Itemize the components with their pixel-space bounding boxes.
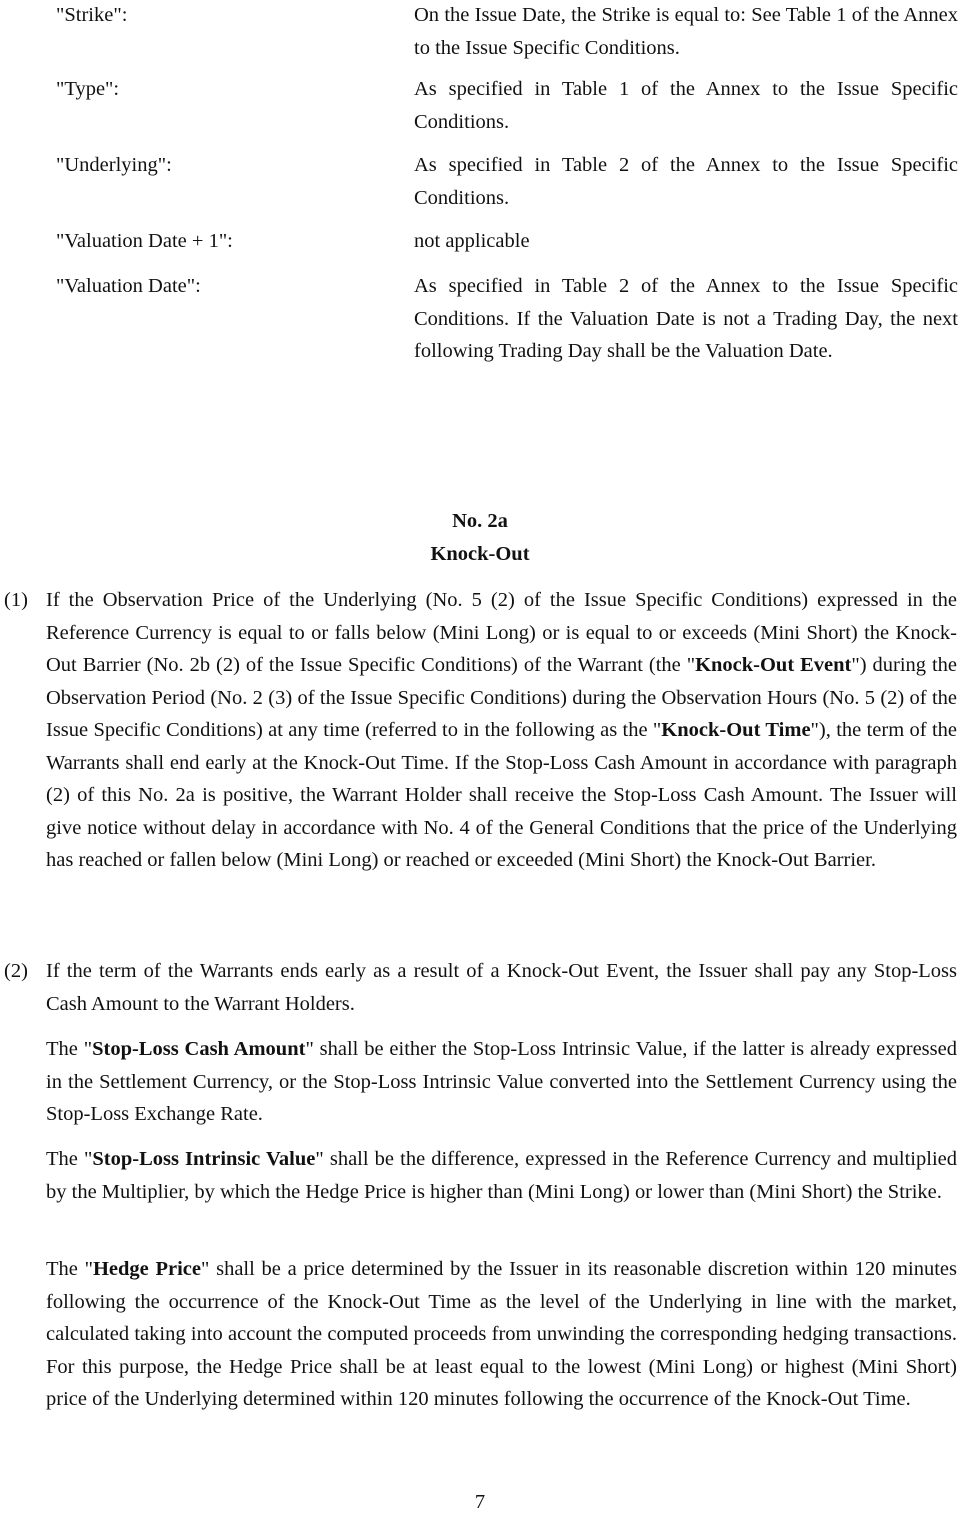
paragraph-2: If the term of the Warrants ends early as a result of a Knock-Out Event, the Issuer shall pay any Stop-Loss Cash Amount to the Warrant Holders. <box>46 960 957 1015</box>
term-stop-loss-intrinsic-value: Stop-Loss Intrinsic Value <box>92 1148 316 1170</box>
term-hedge-price: Hedge Price <box>92 1258 202 1280</box>
paragraph-hedge-price <box>46 1253 957 1416</box>
paragraph-3-text-b: " shall be either the Stop-Loss Intrinsic Value, if the latter is already expressed in the Settlement Currency, or the Stop-Loss Intrinsic Value converted into the Settlement Currency using the Stop-Loss Exchange Rate. <box>46 1038 957 1125</box>
definition-value-underlying: As specified in Table 2 of the Annex to the Issue Specific Conditions. <box>414 154 958 209</box>
term-stop-loss-cash-amount: Stop-Loss Cash Amount <box>92 1038 306 1060</box>
section-title: Knock-Out <box>430 543 530 565</box>
paragraph-stop-loss-intrinsic-value <box>46 1143 957 1208</box>
definition-value-valuation-date: As specified in Table 2 of the Annex to the Issue Specific Conditions. If the Valuation Date is not a Trading Day, the next following Trading Day shall be the Valuation Date. <box>414 275 958 362</box>
definition-label-valuation-date: "Valuation Date": <box>56 275 201 297</box>
page-number: 7 <box>474 1491 486 1513</box>
paragraph-3-text-a: The " <box>46 1038 93 1060</box>
definition-label-type: "Type": <box>56 78 120 100</box>
definition-label-strike: "Strike": <box>56 4 128 26</box>
definition-label-underlying: "Underlying": <box>56 154 172 176</box>
definition-label-valuation-date-plus-1: "Valuation Date + 1": <box>56 230 233 252</box>
paragraph-2-number: (2) <box>4 960 28 982</box>
section-number: No. 2a <box>452 510 508 532</box>
definition-value-valuation-date-plus-1: not applicable <box>414 230 530 252</box>
definition-value-type: As specified in Table 1 of the Annex to the Issue Specific Conditions. <box>414 78 958 133</box>
paragraph-1-number: (1) <box>4 589 28 611</box>
paragraph-stop-loss-cash-amount <box>46 1033 957 1131</box>
definition-value-strike: On the Issue Date, the Strike is equal to: See Table 1 of the Annex to the Issue Specific Conditions. <box>414 4 958 59</box>
term-knock-out-event: Knock-Out Event <box>695 654 852 676</box>
paragraph-4-text-a: The " <box>46 1148 93 1170</box>
paragraph-5-text-b: " shall be a price determined by the Issuer in its reasonable discretion within 120 minutes following the occurrence of the Knock-Out Time as the level of the Underlying in line with the market, calculated taking into account the computed proceeds from unwinding the corresponding hedging transactions. For this purpose, the Hedge Price shall be at least equal to the lowest (Mini Long) or highest (Mini Short) price of the Underlying determined within 120 minutes following the occurrence of the Knock-Out Time. <box>46 1258 957 1410</box>
paragraph-1-text-c: "), the term of the Warrants shall end early at the Knock-Out Time. If the Stop-Loss Cash Amount in accordance with paragraph (2) of this No. 2a is positive, the Warrant Holder shall receive the Stop-Loss Cash Amount. The Issuer will give notice without delay in accordance with No. 4 of the General Conditions that the price of the Underlying has reached or fallen below (Mini Long) or reached or exceeded (Mini Short) the Knock-Out Barrier. <box>46 719 957 871</box>
paragraph-5-text-a: The " <box>46 1258 93 1280</box>
term-knock-out-time: Knock-Out Time <box>661 719 811 741</box>
paragraph-1 <box>46 584 957 877</box>
paragraph-1-text-a: If the Observation Price of the Underlying (No. 5 (2) of the Issue Specific Conditions) expressed in the Reference Currency is equal to or falls below (Mini Long) or is equal to or exceeds (Mini Short) the Knock-Out Barrier (No. 2b (2) of the Issue Specific Conditions) of the Warrant (the " <box>46 589 957 676</box>
paragraph-1-text-b: ") during the Observation Period (No. 2 (3) of the Issue Specific Conditions) during the Observation Hours (No. 5 (2) of the Issue Specific Conditions) at any time (referred to in the following as the " <box>46 654 957 741</box>
paragraph-4-text-b: " shall be the difference, expressed in the Reference Currency and multiplied by the Multiplier, by which the Hedge Price is higher than (Mini Long) or lower than (Mini Short) the Strike. <box>46 1148 957 1203</box>
